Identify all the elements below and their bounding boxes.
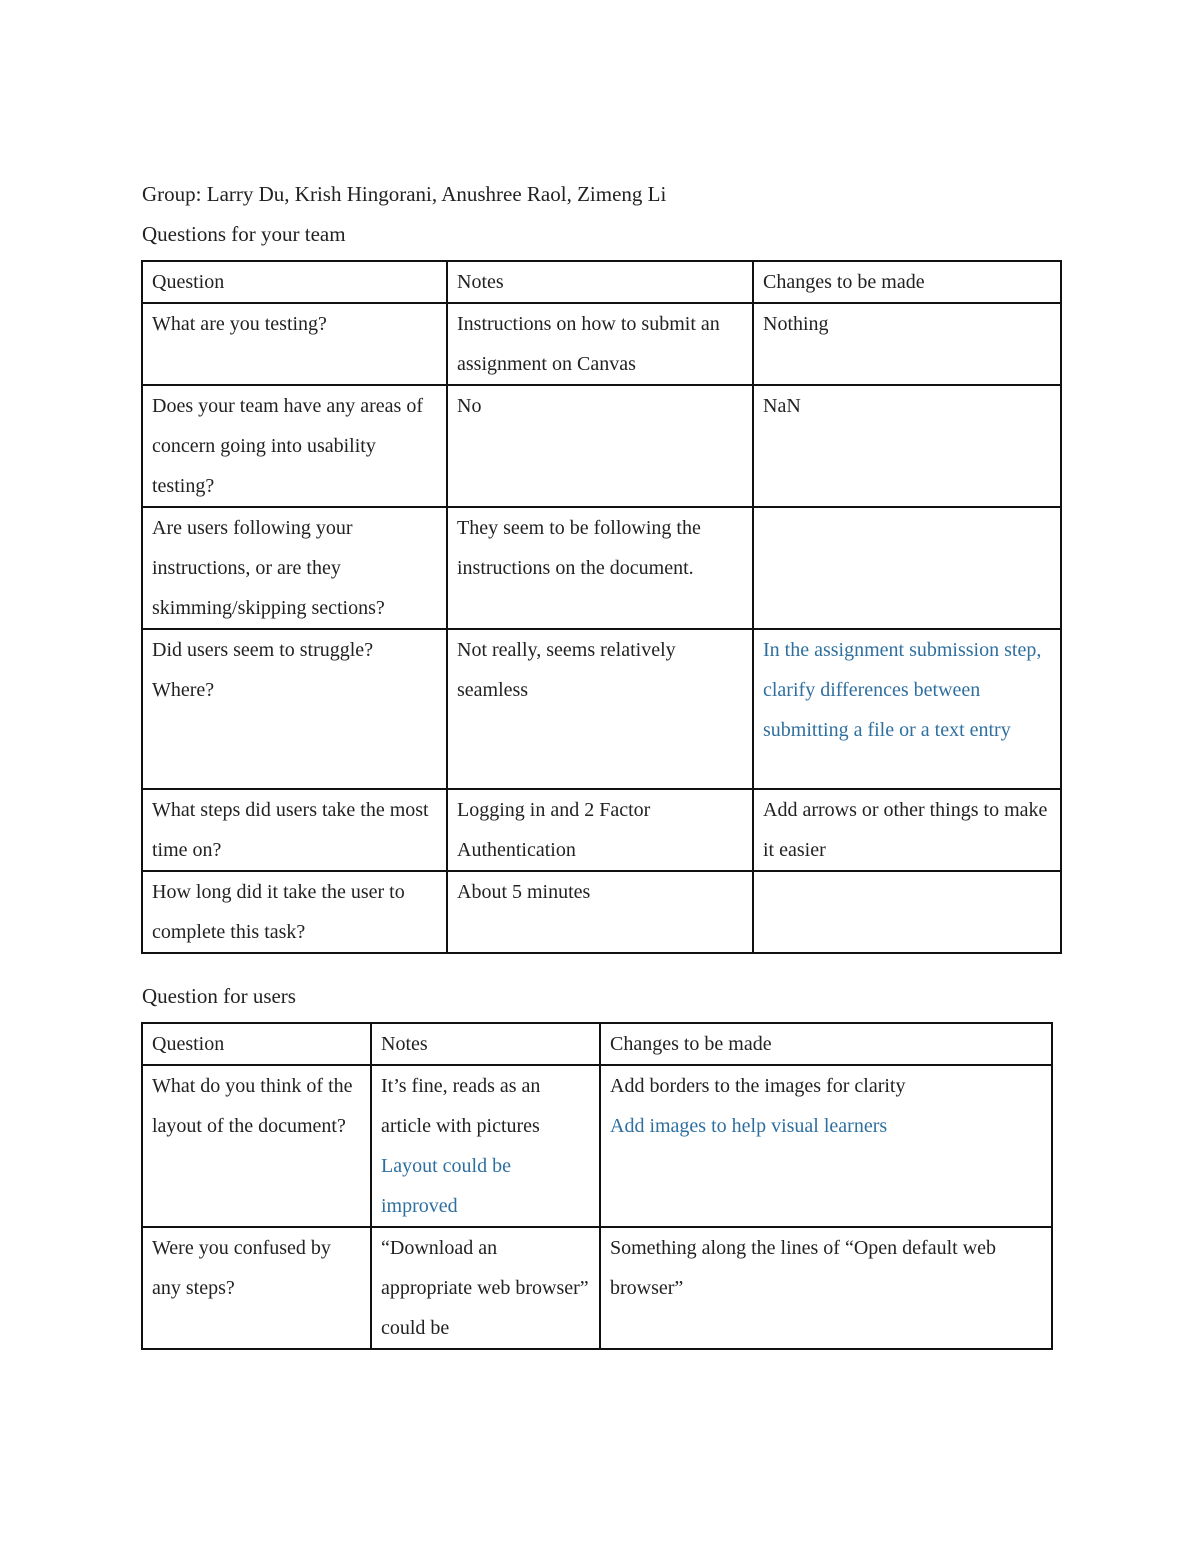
question-cell: What steps did users take the most time on? bbox=[142, 789, 447, 871]
table-row bbox=[142, 871, 1061, 953]
column-header-question: Question bbox=[142, 261, 447, 303]
notes-cell: “Download an appropriate web browser” could be bbox=[371, 1227, 600, 1349]
user-questions-heading: Question for users bbox=[142, 984, 296, 1008]
changes-text: Add borders to the images for clarity bbox=[610, 1075, 906, 1097]
changes-cell: Add arrows or other things to make it easier bbox=[753, 789, 1061, 871]
column-header-changes: Changes to be made bbox=[753, 261, 1061, 303]
column-header-changes: Changes to be made bbox=[600, 1023, 1052, 1065]
notes-extra-text: Layout could be improved bbox=[381, 1155, 511, 1217]
changes-extra-text: Add images to help visual learners bbox=[610, 1115, 888, 1137]
column-header-notes: Notes bbox=[371, 1023, 600, 1065]
team-questions-heading: Questions for your team bbox=[142, 222, 346, 246]
question-cell: What do you think of the layout of the document? bbox=[142, 1065, 371, 1227]
notes-cell: No bbox=[447, 385, 753, 507]
notes-text: It’s fine, reads as an article with pictures bbox=[381, 1075, 541, 1137]
table-row bbox=[142, 385, 1061, 507]
table-header-row bbox=[142, 1023, 1052, 1065]
table-row bbox=[142, 1227, 1052, 1349]
notes-cell bbox=[371, 1065, 600, 1227]
notes-cell: Logging in and 2 Factor Authentication bbox=[447, 789, 753, 871]
table-row bbox=[142, 789, 1061, 871]
team-questions-table bbox=[141, 260, 1062, 954]
notes-cell: About 5 minutes bbox=[447, 871, 753, 953]
user-questions-table bbox=[141, 1022, 1053, 1350]
notes-cell: Not really, seems relatively seamless bbox=[447, 629, 753, 789]
question-cell: Were you confused by any steps? bbox=[142, 1227, 371, 1349]
question-cell: Does your team have any areas of concern going into usability testing? bbox=[142, 385, 447, 507]
changes-cell bbox=[753, 507, 1061, 629]
changes-cell: Nothing bbox=[753, 303, 1061, 385]
changes-cell: NaN bbox=[753, 385, 1061, 507]
changes-cell: Something along the lines of “Open default web browser” bbox=[600, 1227, 1052, 1349]
table-row bbox=[142, 629, 1061, 789]
table-row bbox=[142, 507, 1061, 629]
group-members-line: Group: Larry Du, Krish Hingorani, Anushree Raol, Zimeng Li bbox=[142, 182, 667, 206]
changes-cell bbox=[600, 1065, 1052, 1227]
question-cell: How long did it take the user to complete this task? bbox=[142, 871, 447, 953]
notes-cell: They seem to be following the instructions on the document. bbox=[447, 507, 753, 629]
question-cell: Did users seem to struggle? Where? bbox=[142, 629, 447, 789]
table-row bbox=[142, 303, 1061, 385]
column-header-notes: Notes bbox=[447, 261, 753, 303]
column-header-question: Question bbox=[142, 1023, 371, 1065]
changes-cell: In the assignment submission step, clarify differences between submitting a file or a text entry bbox=[753, 629, 1061, 789]
notes-cell: Instructions on how to submit an assignment on Canvas bbox=[447, 303, 753, 385]
changes-cell bbox=[753, 871, 1061, 953]
table-row bbox=[142, 1065, 1052, 1227]
question-cell: What are you testing? bbox=[142, 303, 447, 385]
question-cell: Are users following your instructions, or are they skimming/skipping sections? bbox=[142, 507, 447, 629]
table-header-row bbox=[142, 261, 1061, 303]
